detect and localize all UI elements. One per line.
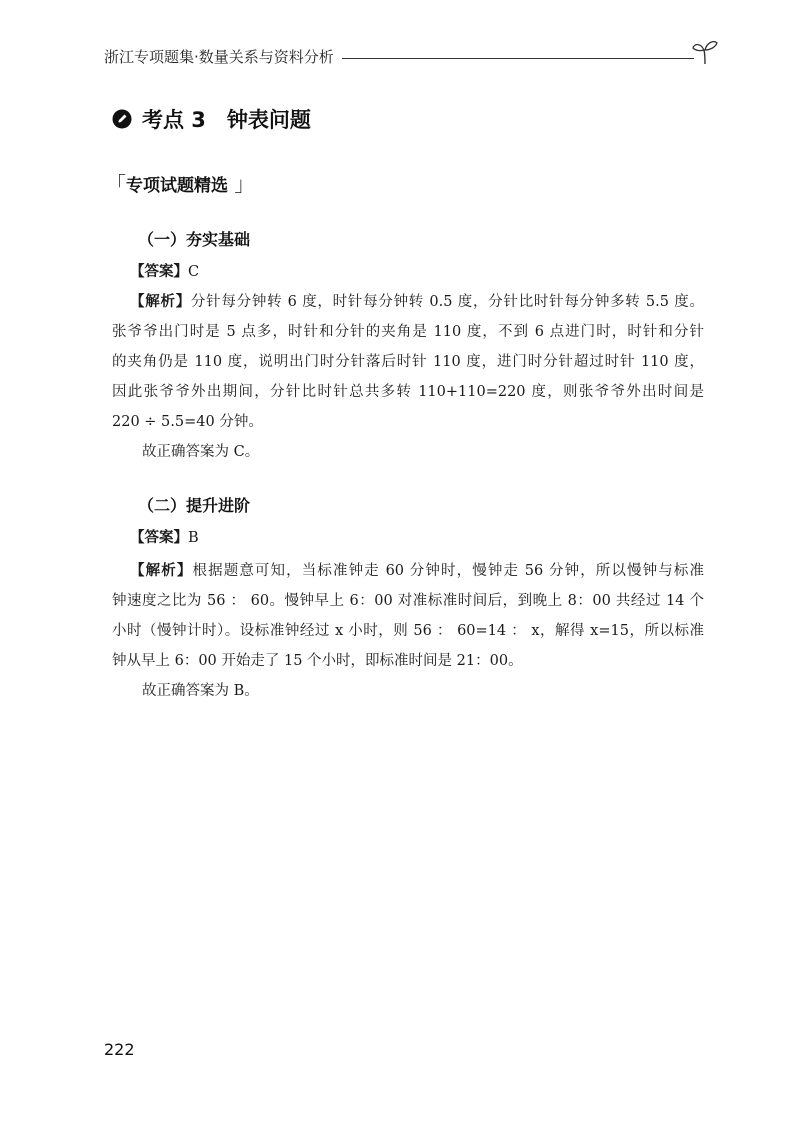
part1-heading: （一）夯实基础: [138, 230, 251, 249]
analysis-tag: 【解析】: [130, 563, 193, 579]
conclusion-line: 故正确答案为 C。: [142, 444, 260, 460]
analysis-tag: 【解析】: [130, 294, 191, 310]
pen-badge-icon: [112, 109, 132, 129]
analysis-line: 小时（慢钟计时）。设标准钟经过 x 小时，则 56 ： 60=14 ： x，解得 x=15，所以标准: [112, 623, 704, 639]
analysis-line: 张爷爷出门时是 5 点多，时针和分针的夹角是 110 度，不到 6 点进门时，时针和分针: [112, 324, 704, 340]
running-header: [104, 46, 716, 70]
header-title: 浙江专项题集·数量关系与资料分析: [104, 48, 334, 66]
part2-analysis: [112, 556, 704, 706]
analysis-line: 220 ÷ 5.5=40 分钟。: [112, 414, 263, 430]
answer-value: C: [188, 264, 200, 280]
corner-bracket-right: 」: [228, 172, 255, 196]
analysis-line: 【解析】分针每分钟转 6 度，时针每分钟转 0.5 度，分针比时针每分钟多转 5.5 度。: [130, 294, 705, 310]
analysis-line: 钟从早上 6：00 开始走了 15 个小时，即标准时间是 21：00。: [112, 653, 523, 669]
corner-bracket-left: 「: [106, 172, 126, 196]
subsection-title-text: 专项试题精选: [126, 176, 228, 196]
analysis-line: 钟速度之比为 56 ： 60。慢钟早上 6：00 对准标准时间后，到晚上 8：00 共经过 14 个: [112, 593, 704, 609]
analysis-line: 【解析】根据题意可知，当标准钟走 60 分钟时，慢钟走 56 分钟，所以慢钟与标准: [130, 563, 704, 579]
section-title: [112, 104, 311, 134]
answer-tag: 【答案】: [130, 264, 188, 280]
part2-heading: （二）提升进阶: [138, 496, 251, 515]
subsection-title: [106, 168, 254, 197]
answer-value: B: [188, 530, 199, 546]
analysis-line: 的夹角仍是 110 度，说明出门时分针落后时针 110 度，进门时分针超过时针 110 度，: [112, 354, 704, 370]
analysis-line: 因此张爷爷外出期间，分针比时针总共多转 110+110=220 度，则张爷爷外出时间是: [112, 384, 704, 400]
answer-tag: 【答案】: [130, 530, 188, 546]
conclusion-line: 故正确答案为 B。: [142, 683, 259, 699]
sprout-icon: [690, 36, 720, 66]
header-rule: [342, 58, 694, 59]
part2-answer: [130, 528, 199, 548]
page-number: 222: [104, 1040, 135, 1059]
part1-answer: [130, 262, 199, 282]
section-title-text: 考点 3 钟表问题: [142, 108, 311, 132]
part1-analysis: [112, 287, 704, 467]
